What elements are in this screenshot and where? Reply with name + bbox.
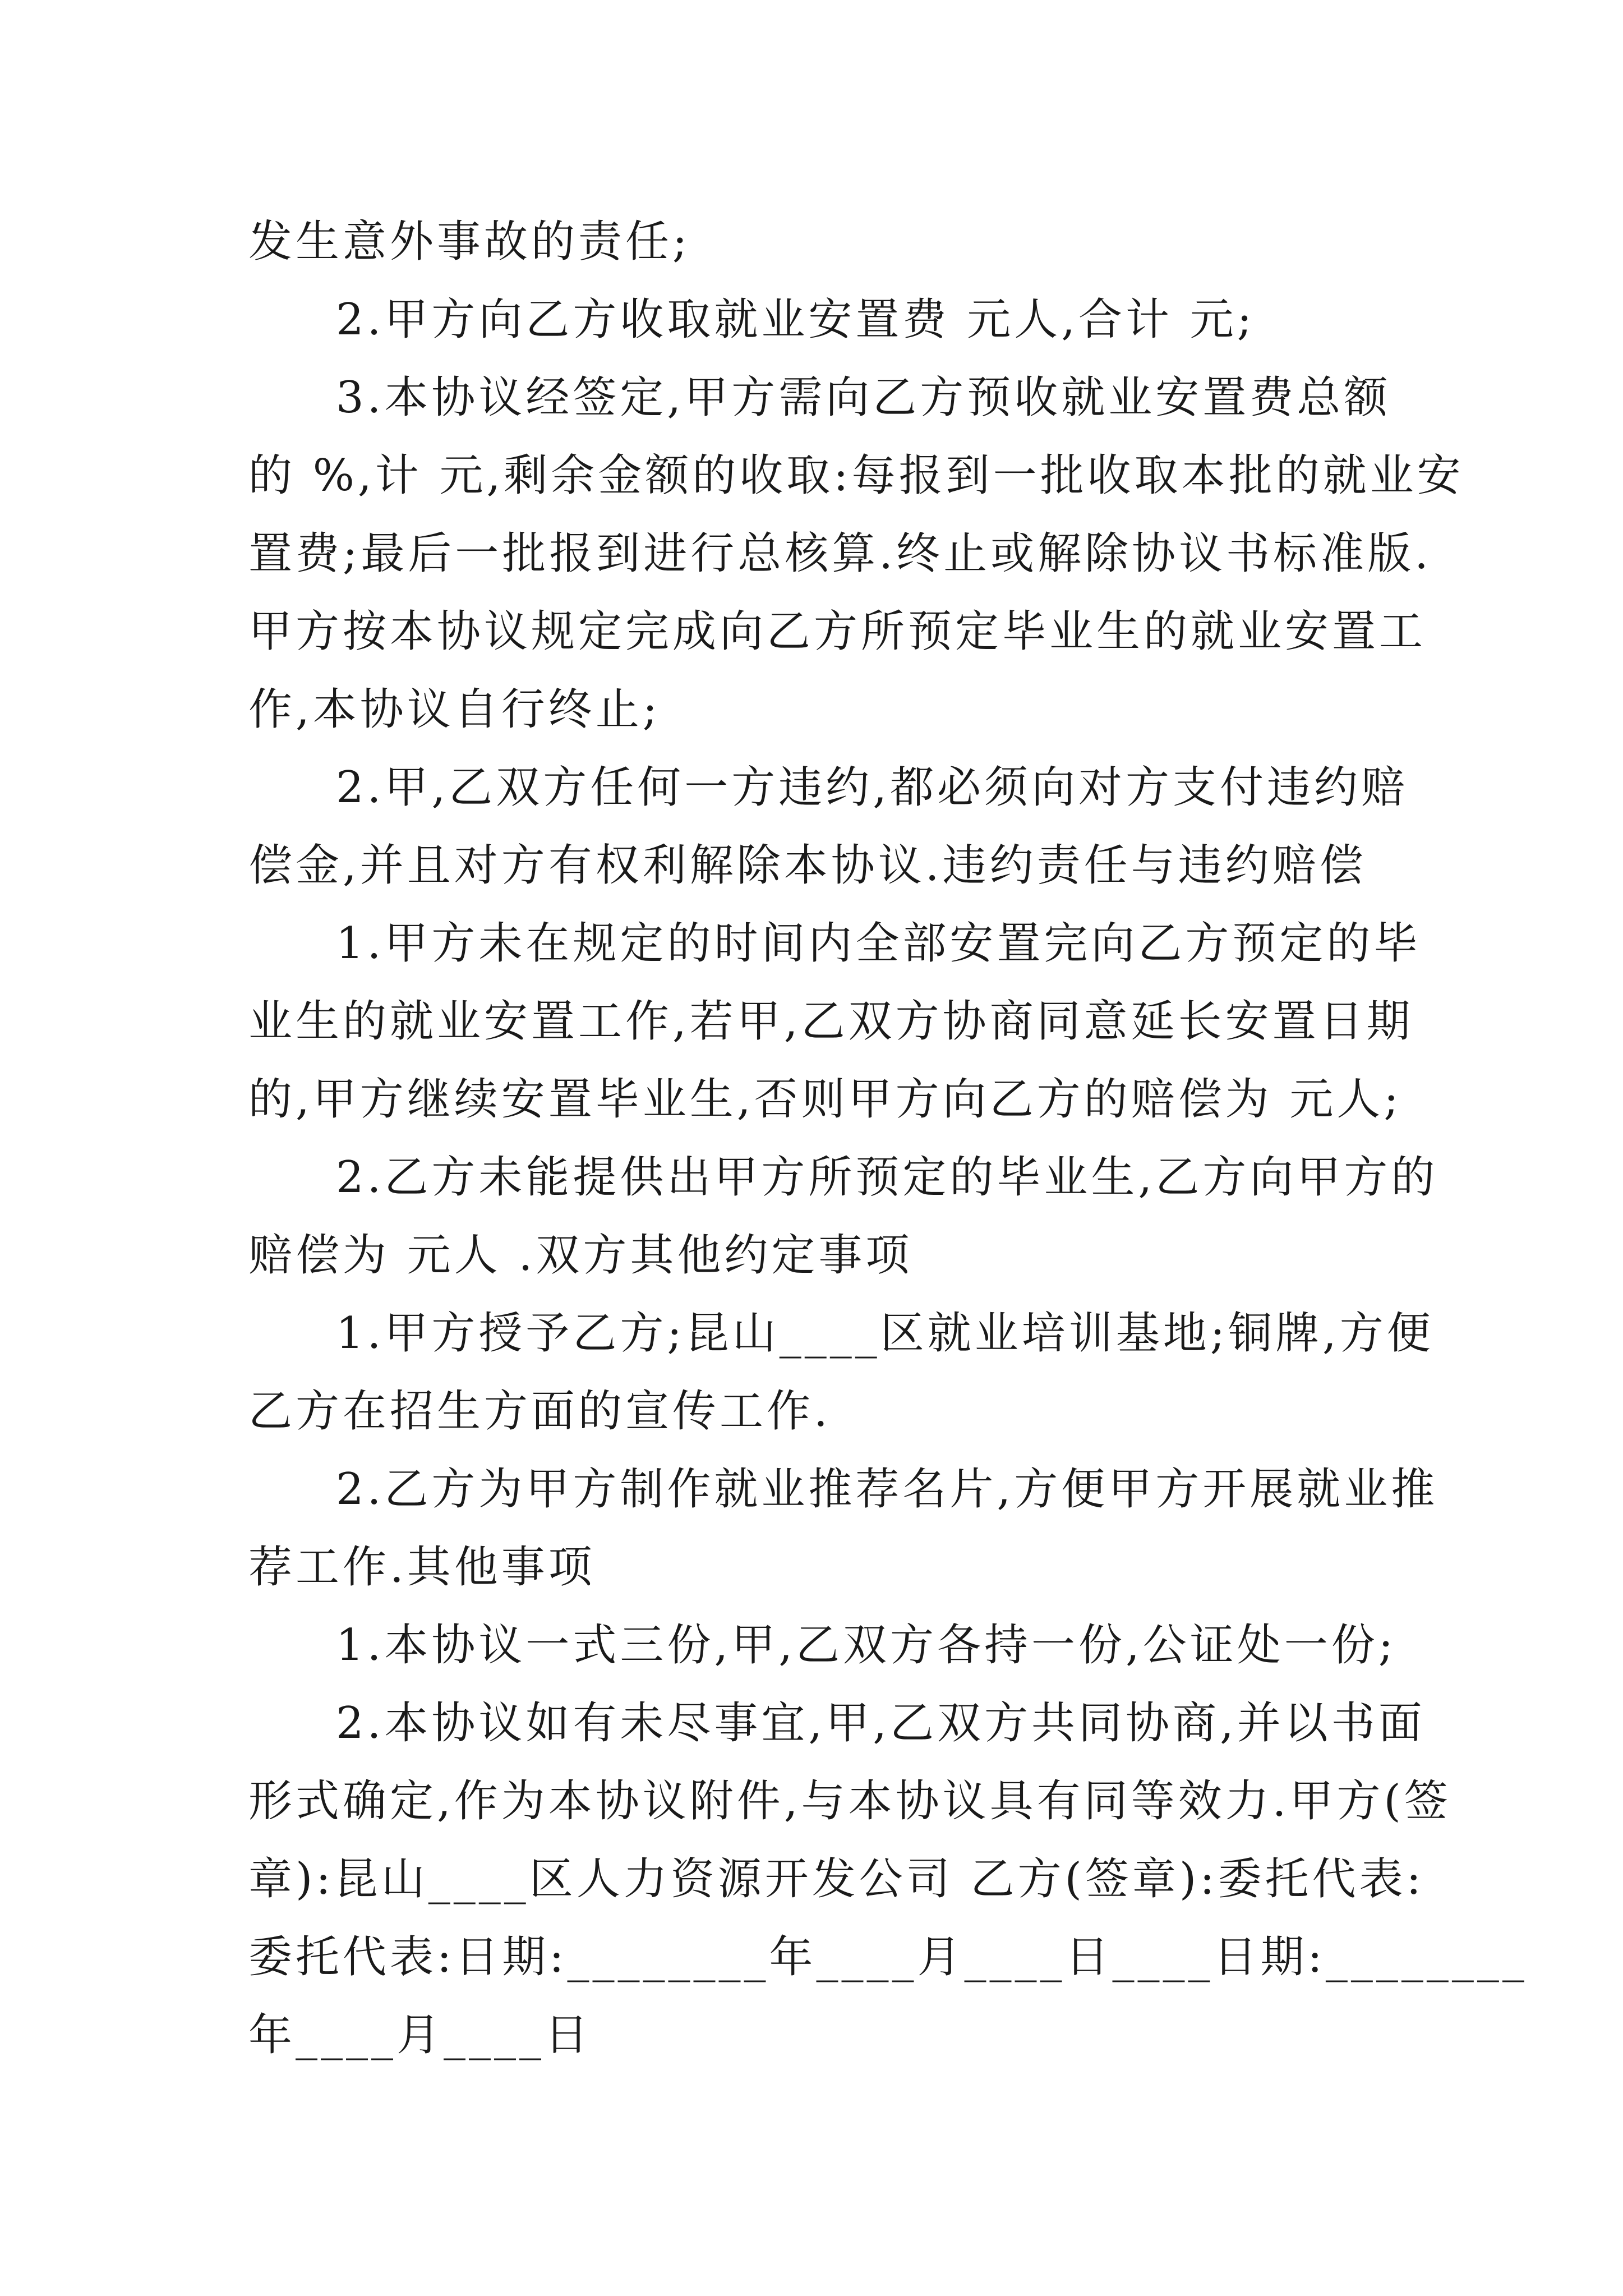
text-line: 2.甲方向乙方收取就业安置费 元人,合计 元; [336,295,1256,345]
text-line: 2.乙方未能提供出甲方所预定的毕业生,乙方向甲方的 [336,1152,1438,1203]
text-line: 业生的就业安置工作,若甲,乙双方协商同意延长安置日期 [248,996,1414,1047]
text-line: 委托代表:日期:________年____月____日____日期:________ [248,1932,1528,1982]
text-line: 甲方按本协议规定完成向乙方所预定毕业生的就业安置工 [248,606,1427,657]
text-line: 赔偿为 元人 .双方其他约定事项 [248,1230,913,1281]
agreement-text [248,203,1528,2074]
text-line: 2.乙方为甲方制作就业推荐名片,方便甲方开展就业推 [336,1464,1438,1515]
text-line: 1.本协议一式三份,甲,乙双方各持一份,公证处一份; [336,1620,1397,1671]
text-line: 2.甲,乙双方任何一方违约,都必须向对方支付违约赔 [336,762,1409,813]
text-line: 偿金,并且对方有权利解除本协议.违约责任与违约赔偿 [248,840,1367,891]
text-line: 1.甲方未在规定的时间内全部安置完向乙方预定的毕 [336,918,1421,969]
text-line: 1.甲方授予乙方;昆山____区就业培训基地;铜牌,方便 [336,1308,1434,1359]
text-line: 荐工作.其他事项 [248,1542,596,1593]
text-line: 章):昆山____区人力资源开发公司 乙方(签章):委托代表: [248,1854,1424,1904]
text-line: 3.本协议经签定,甲方需向乙方预收就业安置费总额 [336,372,1391,423]
text-line: 2.本协议如有未尽事宜,甲,乙双方共同协商,并以书面 [336,1698,1426,1749]
text-line: 发生意外事故的责任; [248,217,691,267]
text-line: 作,本协议自行终止; [248,684,661,735]
text-line: 乙方在招生方面的宣传工作. [248,1386,831,1437]
text-line: 的,甲方继续安置毕业生,否则甲方向乙方的赔偿为 元人; [248,1074,1402,1125]
text-line: 置费;最后一批报到进行总核算.终止或解除协议书标准版. [248,528,1432,579]
text-line: 的 %,计 元,剩余金额的收取:每报到一批收取本批的就业安 [248,450,1464,501]
text-line: 形式确定,作为本协议附件,与本协议具有同等效力.甲方(签 [248,1776,1451,1826]
text-line: 年____月____日 [248,2010,592,2060]
